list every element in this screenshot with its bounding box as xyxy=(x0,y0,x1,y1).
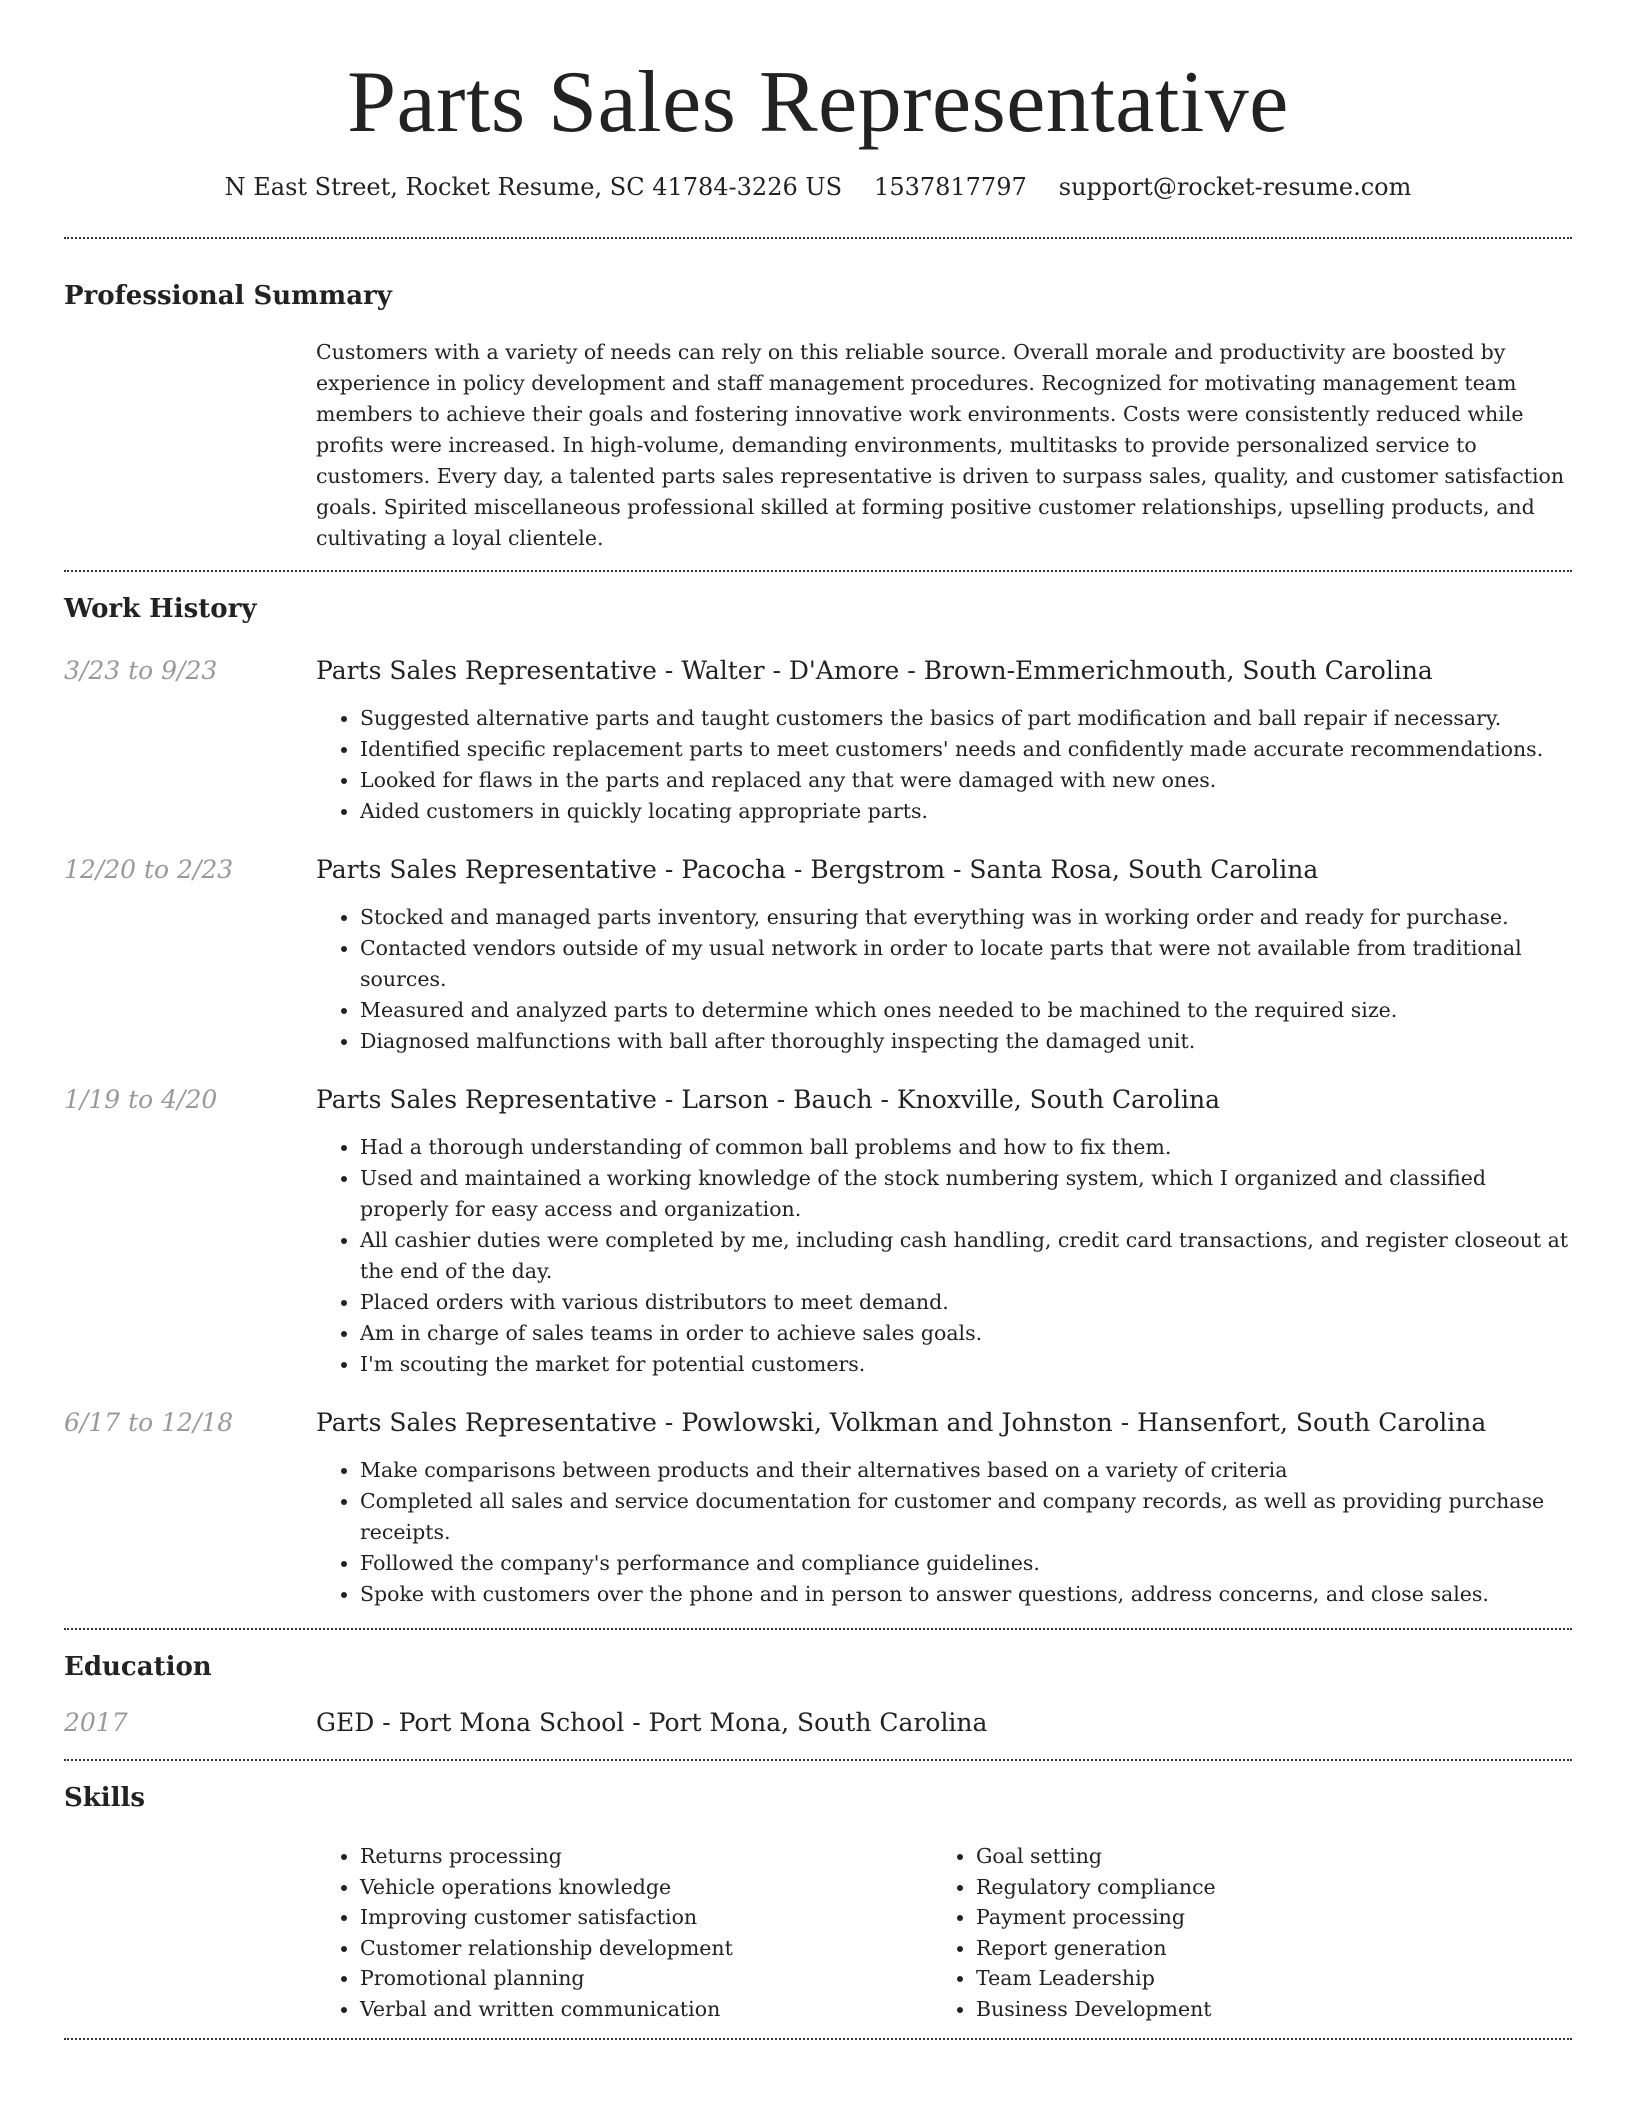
list-item: • Measured and analyzed parts to determine which ones needed to be machined to the required size. xyxy=(360,995,1572,1026)
skill-item: • Promotional planning xyxy=(360,1963,932,1994)
list-item: • Placed orders with various distributors to meet demand. xyxy=(360,1287,1572,1318)
skill-item: • Vehicle operations knowledge xyxy=(360,1872,932,1903)
candidate-name: Parts Sales Representative xyxy=(347,54,1289,151)
job-title: Parts Sales Representative - Walter - D'Amore - Brown-Emmerichmouth, South Carolina xyxy=(316,656,1433,686)
job-bullets xyxy=(316,1455,1572,1610)
list-item: • Suggested alternative parts and taught customers the basics of part modification and ball repair if necessary. xyxy=(360,703,1572,734)
education-heading: Education xyxy=(64,1652,212,1683)
job-date: 12/20 to 2/23 xyxy=(64,855,234,885)
education-title: GED - Port Mona School - Port Mona, South Carolina xyxy=(316,1708,988,1738)
list-item: • Am in charge of sales teams in order to achieve sales goals. xyxy=(360,1318,1572,1349)
list-item: • Identified specific replacement parts to meet customers' needs and confidently made accurate recommendations. xyxy=(360,734,1572,765)
skill-item: • Regulatory compliance xyxy=(976,1872,1548,1903)
divider xyxy=(64,2038,1572,2040)
phone: 1537817797 xyxy=(874,173,1027,202)
job-entry xyxy=(64,656,1572,827)
job-entry xyxy=(64,1085,1572,1380)
job-content xyxy=(316,1408,1572,1610)
list-item: • Used and maintained a working knowledge of the stock numbering system, which I organized and classified properly for easy access and organization. xyxy=(360,1163,1572,1225)
job-title: Parts Sales Representative - Pacocha - Bergstrom - Santa Rosa, South Carolina xyxy=(316,855,1319,885)
list-item: • Looked for flaws in the parts and replaced any that were damaged with new ones. xyxy=(360,765,1572,796)
skill-item: • Returns processing xyxy=(360,1841,932,1872)
job-bullets xyxy=(316,902,1572,1057)
work-history-list xyxy=(64,656,1572,1610)
skill-item: • Goal setting xyxy=(976,1841,1548,1872)
job-content xyxy=(316,855,1572,1057)
job-title: Parts Sales Representative - Larson - Bauch - Knoxville, South Carolina xyxy=(316,1085,1221,1115)
skill-item: • Customer relationship development xyxy=(360,1933,932,1964)
skills-list xyxy=(316,1841,1572,2024)
education-date: 2017 xyxy=(64,1708,128,1738)
skill-item: • Report generation xyxy=(976,1933,1548,1964)
job-content xyxy=(316,656,1572,827)
list-item: • Contacted vendors outside of my usual network in order to locate parts that were not available from traditional sources. xyxy=(360,933,1572,995)
education-entry xyxy=(64,1708,1572,1737)
skill-item: • Business Development xyxy=(976,1994,1548,2025)
list-item: • Diagnosed malfunctions with ball after thoroughly inspecting the damaged unit. xyxy=(360,1026,1572,1057)
job-date: 6/17 to 12/18 xyxy=(64,1408,234,1438)
list-item: • Make comparisons between products and their alternatives based on a variety of criteria xyxy=(360,1455,1572,1486)
job-bullets xyxy=(316,1132,1572,1380)
list-item: • Spoke with customers over the phone and in person to answer questions, address concerns, and close sales. xyxy=(360,1579,1572,1610)
list-item: • All cashier duties were completed by me, including cash handling, credit card transactions, and register closeout at the end of the day. xyxy=(360,1225,1572,1287)
job-bullets xyxy=(316,703,1572,827)
work-history-heading: Work History xyxy=(64,594,257,625)
job-date: 1/19 to 4/20 xyxy=(64,1085,218,1115)
job-entry xyxy=(64,855,1572,1057)
job-content xyxy=(316,1085,1572,1380)
summary-heading: Professional Summary xyxy=(64,281,392,312)
skill-item: • Verbal and written communication xyxy=(360,1994,932,2025)
skill-item: • Payment processing xyxy=(976,1902,1548,1933)
contact-line xyxy=(64,173,1572,201)
skills-column-left xyxy=(316,1841,932,2024)
list-item: • I'm scouting the market for potential customers. xyxy=(360,1349,1572,1380)
list-item: • Had a thorough understanding of common ball problems and how to fix them. xyxy=(360,1132,1572,1163)
job-title: Parts Sales Representative - Powlowski, Volkman and Johnston - Hansenfort, South Carolina xyxy=(316,1408,1487,1438)
job-date: 3/23 to 9/23 xyxy=(64,656,218,686)
skills-column-right xyxy=(932,1841,1548,2024)
list-item: • Stocked and managed parts inventory, ensuring that everything was in working order and ready for purchase. xyxy=(360,902,1572,933)
job-entry xyxy=(64,1408,1572,1610)
list-item: • Completed all sales and service documentation for customer and company records, as well as providing purchase receipts. xyxy=(360,1486,1572,1548)
skills-heading: Skills xyxy=(64,1783,146,1814)
resume-page xyxy=(64,0,1572,2040)
list-item: • Followed the company's performance and compliance guidelines. xyxy=(360,1548,1572,1579)
skill-item: • Team Leadership xyxy=(976,1963,1548,1994)
skill-item: • Improving customer satisfaction xyxy=(360,1902,932,1933)
summary-text: Customers with a variety of needs can rely on this reliable source. Overall morale and productivity are boosted by experience in policy development and staff management procedures. Recognized for motivating management team members to achieve their goals and fostering innovative work environments. Costs were consistently reduced while profits were increased. In high-volume, demanding environments, multitasks to provide personalized service to customers. Every day, a talented parts sales representative is driven to surpass sales, quality, and customer satisfaction goals. Spirited miscellaneous professional skilled at forming positive customer relationships, upselling products, and cultivating a loyal clientele. xyxy=(316,340,1565,551)
address: N East Street, Rocket Resume, SC 41784-3226 US xyxy=(224,173,843,202)
email: support@rocket-resume.com xyxy=(1058,173,1412,202)
list-item: • Aided customers in quickly locating appropriate parts. xyxy=(360,796,1572,827)
